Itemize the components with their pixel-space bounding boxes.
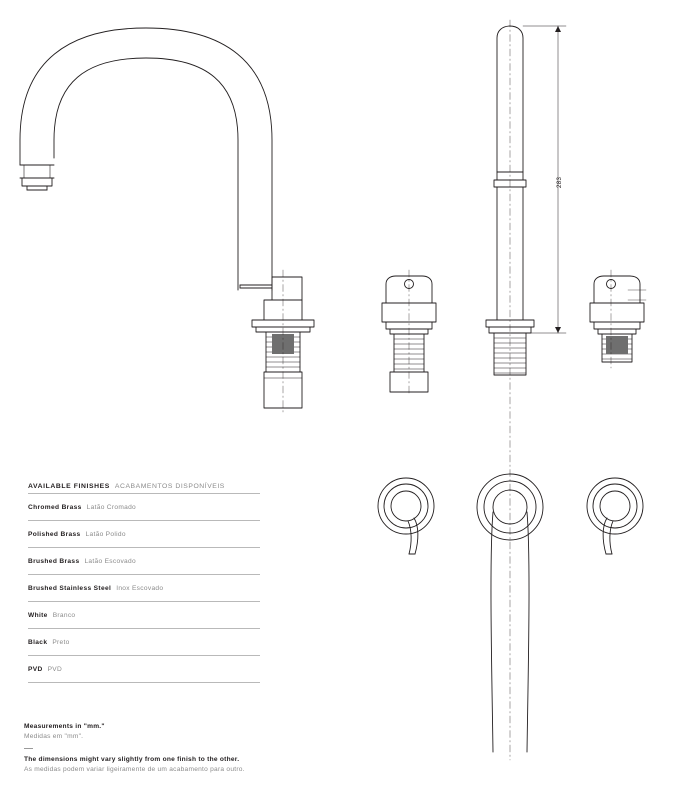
finish-label-en: Brushed Stainless Steel <box>28 584 112 592</box>
dimension-label-283: 283 <box>556 176 563 188</box>
table-row <box>28 520 260 547</box>
finish-label-pt: Latão Polido <box>85 530 126 538</box>
table-row <box>28 601 260 628</box>
handle-side-view-right <box>590 270 646 368</box>
available-finishes-table <box>28 466 260 683</box>
finishes-header-en: AVAILABLE FINISHES <box>28 483 110 490</box>
finish-label-en: PVD <box>28 665 43 673</box>
spout-front-view <box>20 28 272 290</box>
table-row <box>28 655 260 683</box>
note-measurements-pt: Medidas em "mm". <box>24 733 84 740</box>
table-row <box>28 547 260 574</box>
note-divider <box>24 748 33 749</box>
finishes-header <box>28 466 260 493</box>
finish-label-en: Brushed Brass <box>28 557 80 565</box>
finish-label-en: Black <box>28 638 48 646</box>
finishes-header-pt: ACABAMENTOS DISPONÍVEIS <box>114 483 225 490</box>
drawing-notes <box>24 722 324 775</box>
finish-label-pt: Preto <box>52 638 70 646</box>
table-row <box>28 628 260 655</box>
note-variation-pt: As medidas podem variar ligeiramente de um acabamento para outro. <box>24 766 245 773</box>
top-view-handle-right <box>587 478 643 554</box>
handle-front-view <box>240 270 314 412</box>
note-measurements-en: Measurements in "mm." <box>24 723 105 730</box>
finish-label-en: Chromed Brass <box>28 503 82 511</box>
top-view-handle-left <box>378 478 434 554</box>
table-row <box>28 574 260 601</box>
note-variation-en: The dimensions might vary slightly from one finish to the other. <box>24 756 240 763</box>
finish-label-pt: Branco <box>52 611 76 619</box>
finish-label-en: White <box>28 611 48 619</box>
finish-label-pt: Latão Cromado <box>86 503 137 511</box>
handle-side-view <box>382 270 436 396</box>
spout-side-view <box>486 20 534 760</box>
finish-label-pt: Inox Escovado <box>116 584 164 592</box>
table-row <box>28 493 260 520</box>
finish-label-pt: PVD <box>47 665 63 673</box>
finish-label-pt: Latão Escovado <box>84 557 136 565</box>
finish-label-en: Polished Brass <box>28 530 81 538</box>
